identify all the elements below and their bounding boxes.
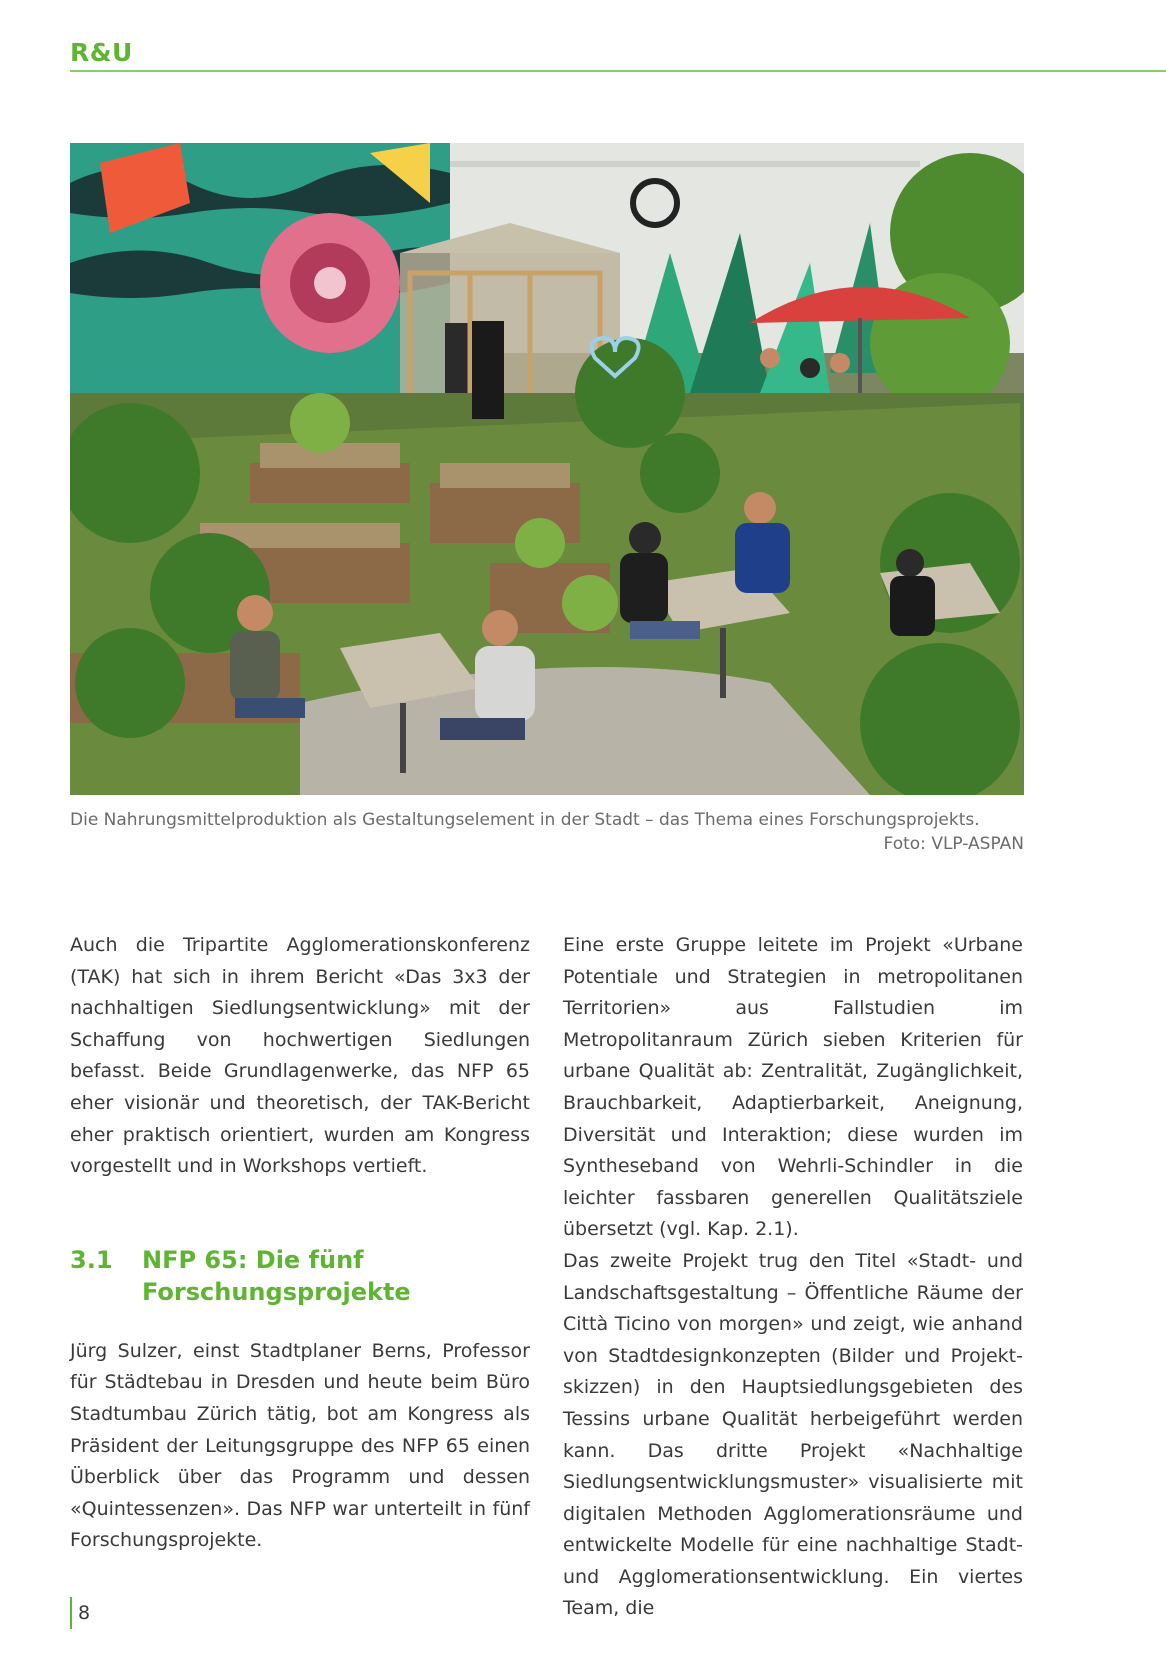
section-heading — [70, 1244, 530, 1308]
intro-paragraph: Auch die Tripartite Agglomerationskonferenz (TAK) hat sich in ihrem Bericht «Das 3x3 der nachhaltigen Siedlungsentwicklung» mit der Schaffung von hochwertigen Siedlungen befasst. Beide Grundlagenwerke, das NFP 65 eher visionär und theoretisch, der TAK-Bericht eher praktisch orientiert, wurden am Kongress vorgestellt und in Workshops vertieft. — [70, 934, 530, 1178]
section-title: NFP 65: Die fünf Forschungsprojekte — [142, 1245, 411, 1306]
left-column — [70, 930, 530, 1557]
photo-illustration — [70, 143, 1024, 795]
page-number: 8 — [70, 1597, 90, 1629]
header-rule — [70, 70, 1166, 72]
photo-credit: Foto: VLP-ASPAN — [883, 834, 1024, 854]
body-paragraph: Jürg Sulzer, einst Stadtplaner Berns, Professor für Städtebau in Dresden und heute beim Büro Stadtumbau Zürich tätig, bot am Kongress als Präsident der Leitungsgruppe des NFP 65 einen Überblick über das Programm und dessen «Quintessenzen». Das NFP war unterteilt in fünf Forschungsprojekte. — [70, 1339, 530, 1552]
right-paragraph-1: Eine erste Gruppe leitete im Projekt «Urbane Potentiale und Strategien in metropolitanen Territorien» aus Fallstudien im Metropolitanraum Zürich sieben Kriterien für urbane Qualität ab: Zentralität, Zugänglichkeit, Brauchbarkeit, Adaptierbarkeit, Aneignung, Diversität und Interaktion; diese wurden im Syntheseband von Wehrli-Schindler in die leichter fassbaren generellen Qualitätsziele übersetzt (vgl. Kap. 2.1). — [563, 934, 1023, 1241]
right-paragraph-2: Das zweite Projekt trug den Titel «Stadt- und Landschaftsgestaltung – Öffentliche Räume der Città Ticino von morgen» und zeigt, wie anhand von Stadtdesignkonzepten (Bilder und Projektskizzen) in den Hauptsiedlungsgebieten des Tessins urbane Qualität herbeigeführt werden kann. Das dritte Projekt «Nachhaltige Siedlungsentwicklungsmuster» visualisierte mit digitalen Methoden Agglomerationsräume und entwickelte Modelle für eine nachhaltige Stadt- und Agglomerationsentwicklung. Ein viertes Team, die — [563, 1249, 1023, 1620]
right-column — [563, 930, 1023, 1625]
section-number: 3.1 — [70, 1245, 113, 1274]
urban-garden-photo — [70, 143, 1024, 795]
caption-text: Die Nahrungsmittelproduktion als Gestaltungselement in der Stadt – das Thema eines Forschungsprojekts. — [70, 810, 980, 830]
photo-caption — [70, 808, 1024, 856]
section-header-label: R&U — [70, 38, 133, 67]
